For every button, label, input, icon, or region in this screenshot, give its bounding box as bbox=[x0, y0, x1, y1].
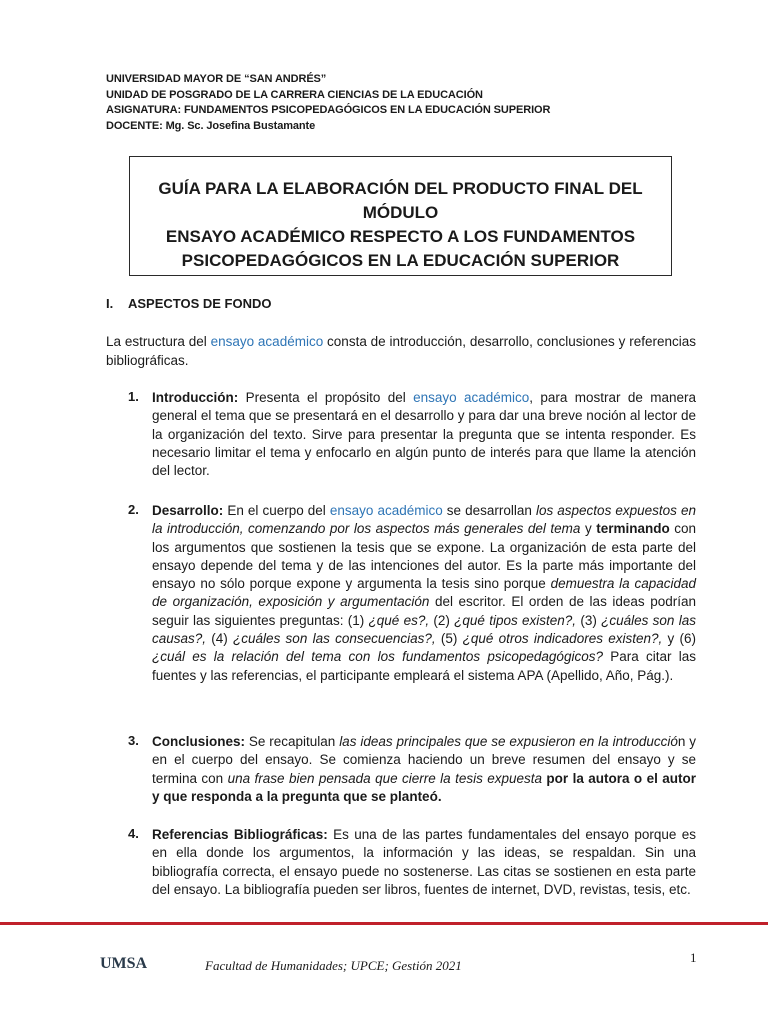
title-line-3: ENSAYO ACADÉMICO RESPECTO A LOS FUNDAMENTOS bbox=[165, 227, 636, 246]
intro-text-end: consta de introducción, desarrollo, conclusiones y referencias bibliográficas. bbox=[106, 334, 696, 368]
text-run: n y en el cuerpo del ensayo. Se comienza haciendo un breve resumen del ensayo y se termina con bbox=[152, 734, 696, 786]
text-run: y (6) bbox=[662, 631, 696, 647]
list-item-body bbox=[152, 389, 696, 480]
list-item-body bbox=[152, 826, 696, 899]
text-run: (2) bbox=[429, 612, 455, 628]
text-run: y bbox=[580, 521, 597, 537]
list-item-body bbox=[152, 733, 696, 806]
italic-run: ¿qué tipos existen?, bbox=[454, 612, 577, 628]
text-run: (5) bbox=[435, 631, 463, 647]
text-run: (4) bbox=[206, 631, 234, 647]
essay-link[interactable]: ensayo académico bbox=[329, 503, 443, 518]
footer-logo: UMSA bbox=[100, 955, 148, 972]
text-run: En el cuerpo del bbox=[223, 503, 330, 518]
footer-rule bbox=[0, 922, 768, 925]
header-university: UNIVERSIDAD MAYOR DE “SAN ANDRÉS” bbox=[106, 73, 327, 85]
footer-text: Facultad de Humanidades; UPCE; Gestión 2021 bbox=[205, 958, 462, 973]
section-number: I. bbox=[106, 296, 114, 311]
list-number: 3. bbox=[128, 733, 139, 748]
title-line-1: GUÍA PARA LA ELABORACIÓN DEL PRODUCTO FINAL DEL bbox=[158, 179, 643, 198]
italic-run: ¿cuáles son las causas?, bbox=[152, 612, 696, 647]
list-item-referencias bbox=[106, 826, 696, 899]
list-item-label: Desarrollo: bbox=[152, 503, 224, 518]
header-unit: UNIDAD DE POSGRADO DE LA CARRERA CIENCIAS DE LA EDUCACIÓN bbox=[106, 88, 483, 101]
essay-link[interactable]: ensayo académico bbox=[413, 390, 530, 405]
list-item-introduccion bbox=[106, 389, 696, 480]
text-run: Para citar las fuentes y las referencias, el participante empleará el sistema APA (Apellido, Año, Pág.). bbox=[152, 649, 696, 683]
list-item-desarrollo bbox=[106, 502, 696, 685]
list-number: 2. bbox=[128, 502, 139, 517]
text-run: (3) bbox=[576, 612, 602, 628]
document-header bbox=[106, 72, 550, 134]
intro-link[interactable]: ensayo académico bbox=[210, 334, 324, 349]
text-run: con los argumentos que sostienen la tesis que se expone. La organización de esta parte del ensayo depende del tema y de las intenciones del autor. Es la parte más importante del ensayo no sólo porque expone y argumenta la tesis sino porque bbox=[152, 521, 696, 592]
text-run: Presenta el propósito del bbox=[238, 390, 414, 405]
title-line-4: PSICOPEDAGÓGICOS EN LA EDUCACIÓN SUPERIOR bbox=[181, 251, 620, 270]
italic-run: las ideas principales que se expusieron en la introducció bbox=[339, 734, 678, 749]
bold-run: por la autora o el autor y que responda a la pregunta que se planteó. bbox=[152, 770, 696, 804]
list-item-label: Conclusiones: bbox=[152, 734, 246, 749]
intro-text: La estructura del bbox=[106, 334, 211, 349]
text-run: se desarrollan bbox=[442, 503, 536, 518]
page-number: 1 bbox=[690, 950, 697, 965]
header-teacher: DOCENTE: Mg. Sc. Josefina Bustamante bbox=[106, 119, 316, 132]
text-run: Es una de las partes fundamentales del ensayo porque es en ella donde los argumentos, la información y las ideas, se respaldan. Sin una bibliografía correcta, el ensayo puede no sostenerse. Las citas se sostienen en esta parte del ensayo. La bibliografía pueden ser libros, fuentes de internet, DVD, revistas, tesis, etc. bbox=[152, 827, 696, 897]
title-line-2: MÓDULO bbox=[362, 203, 439, 222]
italic-run: ¿qué otros indicadores existen?, bbox=[462, 631, 663, 647]
title-box bbox=[129, 156, 672, 276]
list-item-body bbox=[152, 502, 696, 685]
intro-paragraph bbox=[106, 332, 696, 370]
italic-run: ¿cuáles son las consecuencias?, bbox=[233, 631, 436, 647]
text-run: del escritor. El orden de las ideas podrían seguir las siguientes preguntas: (1) bbox=[152, 594, 696, 628]
italic-run: una frase bien pensada que cierre la tesis expuesta bbox=[227, 770, 543, 786]
italic-run: ¿cuál es la relación del tema con los fundamentos psicopedagógicos? bbox=[152, 649, 603, 665]
italic-run: ¿qué es?, bbox=[368, 612, 430, 628]
list-item-label: Introducción: bbox=[152, 390, 239, 405]
text-run: , para mostrar de manera general el tema que se presentará en el desarrollo y para dar una breve noción al lector de la organización del texto. Sirve para presentar la pregunta que se intenta responder. Es necesario limitar el tema y enfocarlo en algún punto de interés para que llame la atención del lector. bbox=[152, 390, 696, 479]
italic-run: demuestra la capacidad de organización, exposición y argumentación bbox=[152, 576, 696, 610]
section-title: ASPECTOS DE FONDO bbox=[128, 296, 272, 311]
list-item-label: Referencias Bibliográficas: bbox=[152, 827, 328, 842]
italic-run: los aspectos expuestos en la introducción, comenzando por los aspectos más generales del tema bbox=[152, 503, 696, 537]
list-item-conclusiones bbox=[106, 733, 696, 806]
text-run: Se recapitulan bbox=[245, 734, 340, 749]
section-heading bbox=[106, 296, 272, 311]
bold-run: terminando bbox=[596, 521, 670, 537]
list-number: 4. bbox=[128, 826, 139, 841]
list-number: 1. bbox=[128, 389, 139, 404]
header-subject: ASIGNATURA: FUNDAMENTOS PSICOPEDAGÓGICOS EN LA EDUCACIÓN SUPERIOR bbox=[106, 104, 551, 116]
